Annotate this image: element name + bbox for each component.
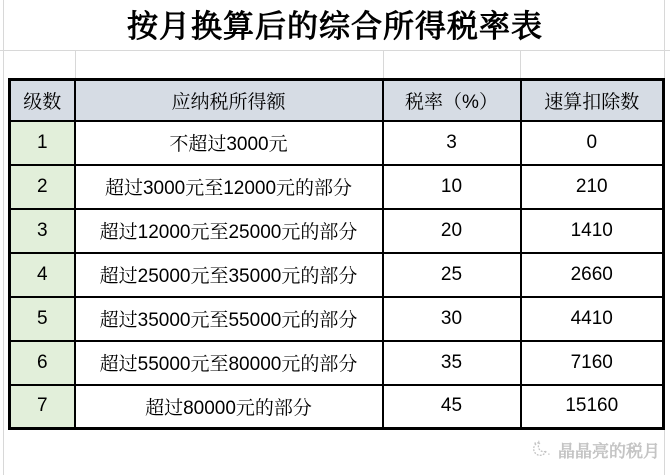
table-row [10,341,664,385]
table-body [10,121,664,429]
rate-cell: 45 [383,385,521,429]
level-cell: 5 [10,297,75,341]
rate-cell: 35 [383,341,521,385]
rate-cell: 25 [383,253,521,297]
deduction-cell: 7160 [521,341,664,385]
column-header: 级数 [10,80,75,121]
rate-cell: 10 [383,165,521,209]
table-row [10,297,664,341]
level-cell: 2 [10,165,75,209]
gridline-col1 [75,50,76,78]
table-row [10,385,664,429]
gridline-left [3,0,4,475]
income-cell: 超过25000元至35000元的部分 [75,253,383,297]
rate-cell: 20 [383,209,521,253]
page-title: 按月换算后的综合所得税率表 [127,9,543,44]
deduction-cell: 210 [521,165,664,209]
table-row [10,121,664,165]
income-cell: 不超过3000元 [75,121,383,165]
income-cell: 超过3000元至12000元的部分 [75,165,383,209]
table-header-row [10,80,664,121]
deduction-cell: 1410 [521,209,664,253]
deduction-cell: 4410 [521,297,664,341]
income-cell: 超过80000元的部分 [75,385,383,429]
rate-cell: 30 [383,297,521,341]
watermark [531,437,660,462]
column-header: 税率（%） [383,80,521,121]
gridline-title-bottom [0,50,670,51]
gridline-col3 [520,50,521,78]
deduction-cell: 15160 [521,385,664,429]
watermark-label: 晶晶亮的税月 [558,442,660,461]
level-cell: 3 [10,209,75,253]
level-cell: 6 [10,341,75,385]
moon-sparkles-icon [531,439,553,461]
tax-rate-table [8,78,665,430]
income-cell: 超过55000元至80000元的部分 [75,341,383,385]
table-row [10,165,664,209]
income-cell: 超过35000元至55000元的部分 [75,297,383,341]
deduction-cell: 2660 [521,253,664,297]
rate-cell: 3 [383,121,521,165]
column-header: 应纳税所得额 [75,80,383,121]
level-cell: 4 [10,253,75,297]
gridline-col2 [383,50,384,78]
level-cell: 7 [10,385,75,429]
level-cell: 1 [10,121,75,165]
income-cell: 超过12000元至25000元的部分 [75,209,383,253]
deduction-cell: 0 [521,121,664,165]
table-row [10,209,664,253]
table-row [10,253,664,297]
column-header: 速算扣除数 [521,80,664,121]
